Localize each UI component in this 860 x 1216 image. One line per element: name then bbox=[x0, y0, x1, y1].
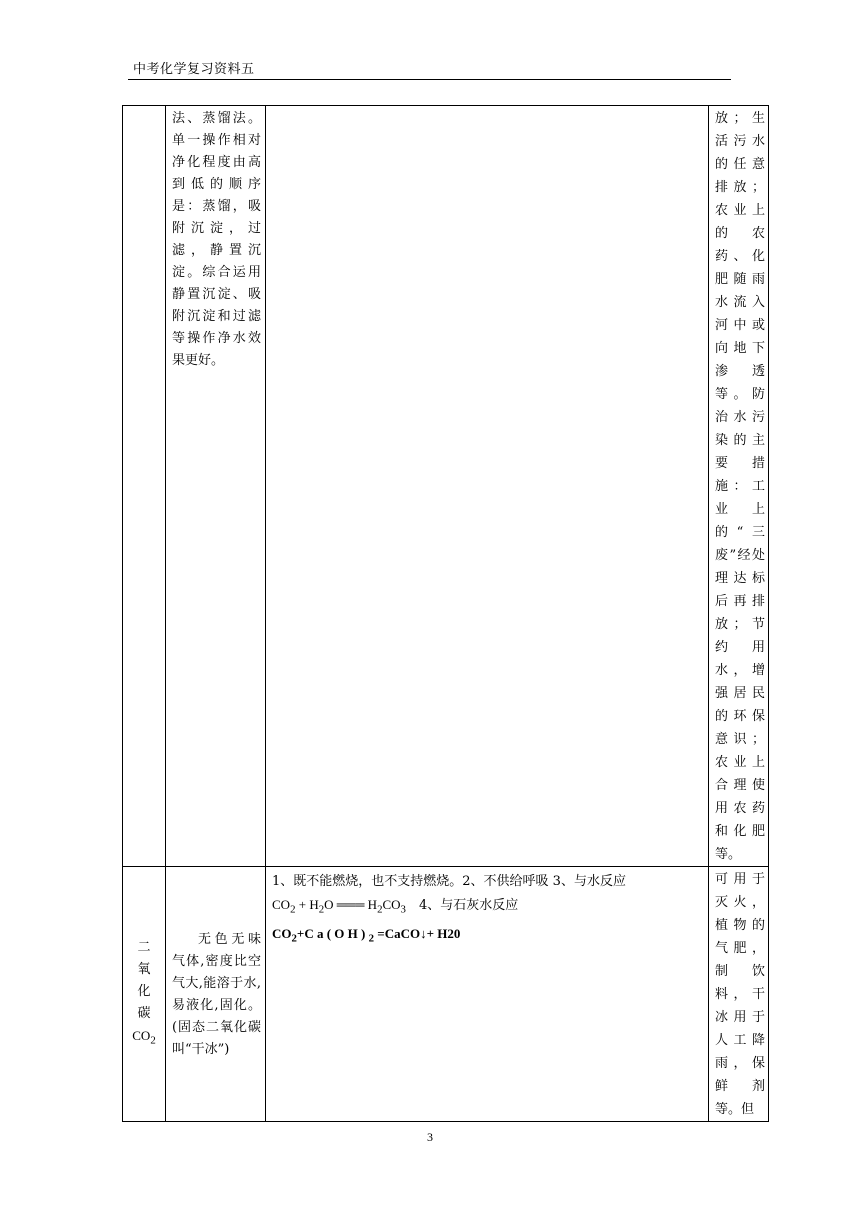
page-number: 3 bbox=[427, 1130, 433, 1144]
chemistry-line-1: 1、既不能燃烧，也不支持燃烧。2、不供给呼吸 3、与水反应 bbox=[272, 874, 626, 889]
co2-uses-text: 可用于灭火，植物的气肥，制饮料，干冰用于人工降雨，保鲜剂等。但 bbox=[715, 872, 765, 1117]
name-char: 碳 bbox=[137, 1005, 151, 1021]
chemistry-table bbox=[122, 105, 769, 1122]
name-char: 二 bbox=[137, 939, 151, 955]
table-row bbox=[123, 106, 769, 867]
page-header: 中考化学复习资料五 bbox=[133, 62, 255, 77]
limewater-reaction-equation: $CO_2+C$ a ( O H ) $_2$ =CaCO↓+ H20 bbox=[272, 925, 461, 945]
co2-formula: $CO_2$ bbox=[132, 1027, 156, 1047]
co2-chemistry-text bbox=[266, 867, 708, 950]
co2-name-cell bbox=[123, 867, 166, 1122]
row1-name-cell bbox=[123, 106, 166, 867]
water-reaction-equation: $CO_2 + H_2O$ ═══ $H_2CO_3$ 4、与石灰水反应 bbox=[272, 897, 519, 916]
name-char: 化 bbox=[137, 983, 151, 999]
co2-properties-cell bbox=[166, 867, 266, 1122]
row1-properties-cell bbox=[166, 106, 266, 867]
header-rule bbox=[128, 79, 731, 80]
co2-uses-cell bbox=[709, 867, 769, 1122]
table-row bbox=[123, 867, 769, 1122]
name-char: 氧 bbox=[137, 961, 151, 977]
row1-chemistry-cell bbox=[266, 106, 709, 867]
row1-uses-cell bbox=[709, 106, 769, 867]
co2-properties-text: 无色无味气体,密度比空气大,能溶于水,易液化,固化。(固态二氧化碳叫“干冰”) bbox=[172, 932, 261, 1057]
co2-chemistry-cell bbox=[266, 867, 709, 1122]
purification-text: 法、蒸馏法。单一操作相对净化程度由高到低的顺序是：蒸馏，吸附沉淀，过滤，静置沉淀。综合运用静置沉淀、吸附沉淀和过滤等操作净水效果更好。 bbox=[172, 111, 261, 368]
pollution-text: 放；生活污水的任意排放；农业上的农药、化肥随雨水流入河中或向地下渗透等。防治水污染的主要措施：工业上的“三废”经处理达标后再排放；节约用水，增强居民的环保意识；农业上合理使用农药和化肥等。 bbox=[715, 111, 765, 862]
